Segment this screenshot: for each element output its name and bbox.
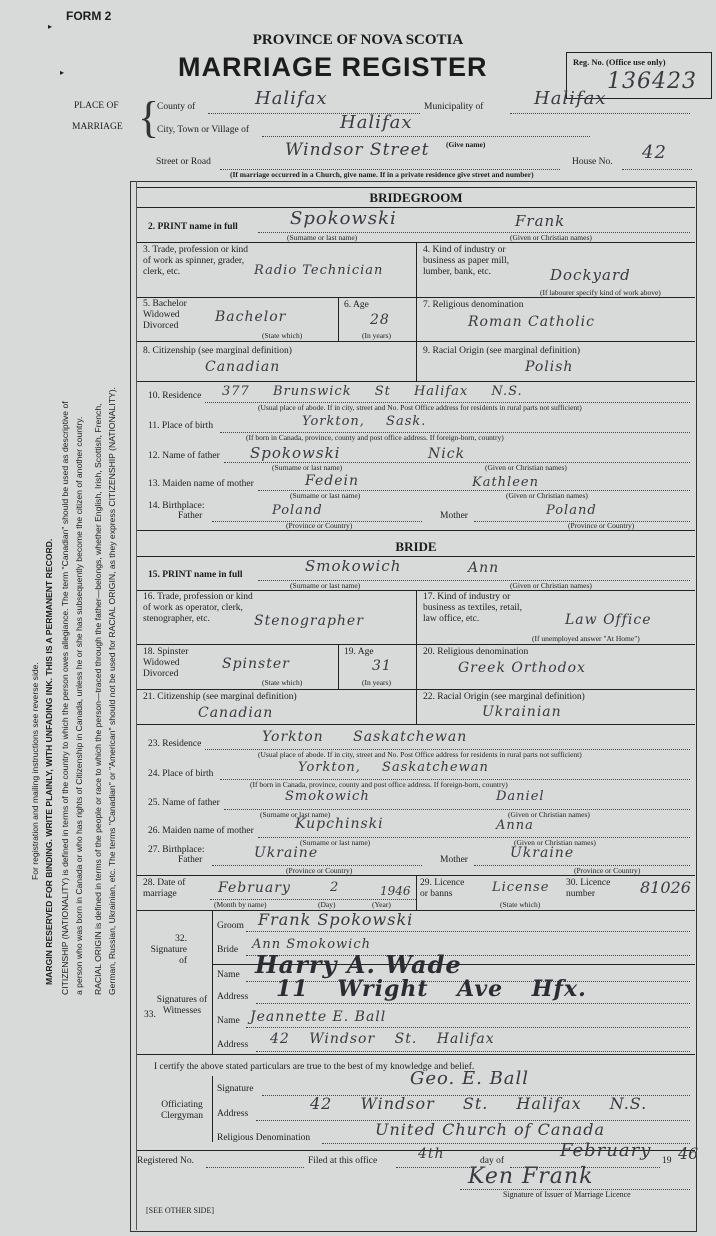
- bridegroom-header: BRIDEGROOM: [369, 190, 463, 205]
- bride-trade: Stenographer: [254, 613, 364, 629]
- reg-number: 136423: [607, 69, 697, 94]
- marriage-register-form: FORM 2 PROVINCE OF NOVA SCOTIA MARRIAGE REGISTER Reg. No. (Office use only) 136423 PLACE OF MARRIAGE { County of Halifax Municipality of Halifax City, Town or Village of Halifax (Give name) Street or Road Windsor Street House No. 42 (If marriage occurred in a Church, give name. If in a private residence give street and number) BRIDEGROOM 2. PRINT name in full Spokowski Frank (Surname or last name) (Given or Christian names) 3. Trade, profession or kind of work as spinner, grader, clerk, etc. Radio Technician 4. Kind of industry or business as paper mill, lumber, bank, etc. Dockyard (If labourer specify kind of work above) 5. Bachelor Widowed Divorced Bachelor (State which) 6. Age 28 (In years) 7. Religious denomination Roman Catholic 8. Citizenship (see marginal definition) Canadian 9. Racial Origin (see marginal definition) Polish 10. Residence 377 Brunswick St Halifax N.S. (Usual place of abode. If in city, street and No. Post Office address for residents in rural parts not sufficient) 11. Place of birth Yorkton, Sask. (If born in Canada, province, county and post office address. If foreign-born, country) 12. Name of father Spokowski Nick (Surname or last name) (Given or Christian names) 13. Maiden name of mother Fedein Kathleen (Surname or last name) (Given or Christian names) 14. Birthplace: Father Poland (Province or Country) Mother Poland (Province or Country) BRIDE 15. PRINT name in full Smokowich Ann (Surname or last name) (Given or Christian names) 16. Trade, profession or kind of work as operator, clerk, stenographer, etc. Stenographer 17. Kind of industry or business as textiles, retail, law office, etc. Law Office (If unemployed answer "At Home") 18. Spinster Widowed Divorced Spinster (State which) 19. Age 31 (In years) 20. Religious denomination Greek Orthodox 21. Citizenship (see marginal definition) Canadian 22. Racial Origin (see marginal definition) Ukrainian 23. Residence Yorkton Saskatchewan (Usual place of abode. If in city, street and No. Post Office address for residents in rural parts not sufficient) 24. Place of birth Yorkton, Saskatchewan (If born in Canada, province, county and post office address. If foreign-born, country) 25. Name of father Smokowich Daniel (Surname or last name) (Given or Christian names) 26. Maiden name of mother Kupchinski Anna (Surname or last name) (Given or Christian names) 27. Birthplace: Father Ukraine (Province or Country) Mother Ukraine (Province or Country) 28. Date of marriage February 2 1946 (Month by name) (Day) (Year) 29. Licence or banns License (State which) 30. Licence number 81026 32. Signature of Groom Frank Spokowski Bride Ann Smokowich 33. Signatures of Witnesses Name Harry A. Wade Address 11 Wright Ave Hfx. Name Jeannette E. Ball Address 42 Windsor St. Halifax I certify the above stated particulars are true to the best of my knowledge and belief. Officiating Clergyman Signature Geo. E. Ball Address 42 Windsor St. Halifax N.S. Religious Denomination United Church of Canada Registered No. Filed at this office 4th day of February 19 46 Ken Frank Signature of Issuer of Marriage Licence [SEE OTHER SIDE] For registration and mailing instructions see reverse side. MARGIN RESERVED FOR BINDING. WRITE PLAINLY, WITH UNFADING INK. THIS IS A PERMANENT RECORD. CITIZENSHIP (NATIONALITY) is defined in terms of the country to which the person owes allegiance. The term "Canadian" should be used as descriptive of a person who was born in Canada or who has rights of Citizenship in Canada, unless he or she has subsequently become the citizen of another country. RACIAL ORIGIN is defined in terms of the people or race to which the person—traced through the father—belongs, whether English, Irish, Scottish, French, German, Russian, Ukrainian, etc. The terms "Canadian" or "American" should not be used for RACIAL ORIGIN, as they express CITIZENSHIP (NATIONALITY). ▸ ▸: [0, 0, 716, 1236]
- groom-mother-surname: Fedein: [305, 473, 359, 489]
- groom-age: 28: [370, 312, 390, 328]
- bride-mother-given: Anna: [496, 818, 534, 833]
- margin-mark: ▸: [60, 68, 65, 77]
- filed-day: 4th: [418, 1146, 445, 1162]
- marriage-day: 2: [330, 880, 340, 895]
- groom-mother-given: Kathleen: [472, 475, 539, 490]
- bride-signature: Ann Smokowich: [252, 937, 371, 952]
- municipality-value: Halifax: [534, 88, 607, 109]
- groom-father-given: Nick: [428, 446, 466, 462]
- issuer-signature: Ken Frank: [468, 1164, 594, 1189]
- house-number: 42: [642, 142, 667, 163]
- margin-racial-def-2: German, Russian, Ukrainian, etc. The terms "Canadian" or "American" should not be used for RACIAL ORIGIN, as they express CITIZENSHIP (NATIONALITY).: [107, 387, 117, 995]
- bride-mother-surname: Kupchinski: [295, 816, 384, 832]
- bride-father-birthplace: Ukraine: [254, 845, 319, 861]
- groom-citizenship: Canadian: [205, 359, 281, 375]
- groom-father-surname: Spokowski: [250, 444, 341, 462]
- licence-number: 81026: [640, 878, 691, 897]
- groom-birthplace: Yorkton, Sask.: [302, 414, 427, 429]
- margin-binding-note: MARGIN RESERVED FOR BINDING. WRITE PLAINLY, WITH UNFADING INK. THIS IS A PERMANENT RECORD.: [44, 538, 54, 985]
- groom-status: Bachelor: [215, 309, 287, 325]
- groom-residence: 377 Brunswick St Halifax N.S.: [222, 384, 523, 399]
- bride-age: 31: [372, 658, 392, 674]
- bride-father-given: Daniel: [496, 789, 545, 804]
- clergy-signature: Geo. E. Ball: [410, 1068, 530, 1089]
- witness1-name: Harry A. Wade: [255, 950, 462, 979]
- witness2-name: Jeannette E. Ball: [250, 1009, 387, 1025]
- bride-surname: Smokowich: [305, 557, 402, 575]
- groom-racial-origin: Polish: [525, 359, 574, 375]
- page-title: MARRIAGE REGISTER: [178, 52, 488, 82]
- filed-month: February: [560, 1140, 652, 1161]
- groom-trade: Radio Technician: [254, 263, 384, 278]
- groom-father-birthplace: Poland: [272, 503, 323, 518]
- county-value: Halifax: [255, 88, 328, 109]
- clergy-religion: United Church of Canada: [375, 1120, 606, 1139]
- bride-status: Spinster: [222, 656, 290, 672]
- bride-industry: Law Office: [565, 612, 652, 628]
- bride-residence: Yorkton Saskatchewan: [262, 729, 468, 745]
- clergy-address: 42 Windsor St. Halifax N.S.: [310, 1094, 648, 1113]
- street-value: Windsor Street: [285, 140, 430, 160]
- margin-racial-def-1: RACIAL ORIGIN is defined in terms of the people or race to which the person—traced through the father—belongs, whether English, Irish, Scottish, French,: [93, 403, 103, 995]
- bride-birthplace: Yorkton, Saskatchewan: [298, 760, 489, 775]
- marriage-year: 1946: [380, 884, 411, 898]
- witness2-address: 42 Windsor St. Halifax: [270, 1031, 495, 1047]
- bride-religion: Greek Orthodox: [458, 660, 586, 676]
- bride-mother-birthplace: Ukraine: [510, 845, 575, 861]
- groom-religion: Roman Catholic: [468, 314, 595, 330]
- bride-racial-origin: Ukrainian: [482, 704, 562, 720]
- reg-number-box: Reg. No. (Office use only) 136423: [566, 52, 712, 99]
- bride-given: Ann: [468, 560, 500, 576]
- margin-citizenship-def-1: CITIZENSHIP (NATIONALITY) is defined in terms of the country to which the person owes allegiance. The term "Canadian" should be used as descriptive of: [60, 401, 70, 995]
- groom-mother-birthplace: Poland: [546, 503, 597, 518]
- filed-year: 46: [678, 1144, 699, 1163]
- province-heading: PROVINCE OF NOVA SCOTIA: [252, 32, 464, 48]
- bride-father-surname: Smokowich: [285, 789, 370, 804]
- bride-citizenship: Canadian: [198, 705, 274, 721]
- groom-given: Frank: [515, 212, 566, 230]
- licence-or-banns: License: [492, 880, 550, 895]
- marriage-month: February: [218, 880, 291, 896]
- margin-mark: ▸: [48, 22, 53, 31]
- form-number: FORM 2: [66, 9, 112, 23]
- margin-instructions: For registration and mailing instructions see reverse side.: [30, 662, 40, 880]
- margin-citizenship-def-2: a person who was born in Canada or who has rights of Citizenship in Canada, unless he or she has subsequently become the citizen of another country.: [74, 416, 84, 995]
- groom-surname: Spokowski: [290, 208, 397, 229]
- city-value: Halifax: [340, 112, 413, 133]
- brace: {: [138, 93, 160, 142]
- groom-signature: Frank Spokowski: [258, 910, 414, 929]
- witness1-address: 11 Wright Ave Hfx.: [276, 976, 587, 1002]
- groom-industry: Dockyard: [550, 266, 631, 284]
- bride-header: BRIDE: [395, 539, 437, 554]
- see-other-side: [SEE OTHER SIDE]: [146, 1206, 214, 1215]
